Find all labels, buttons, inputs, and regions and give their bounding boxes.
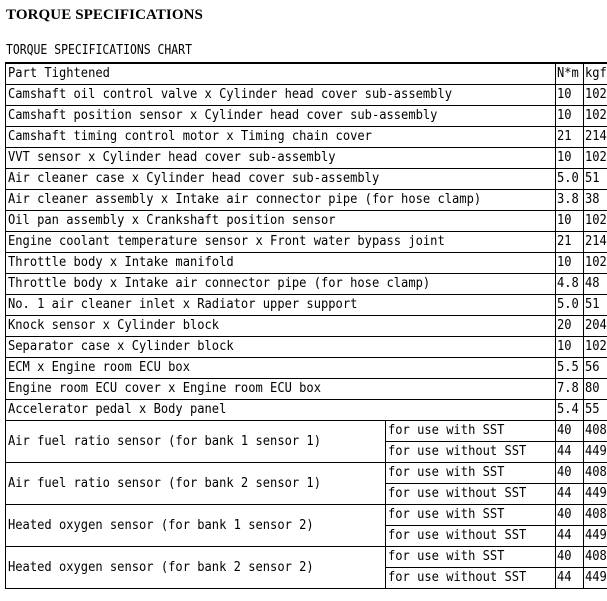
nm-cell: 4.8 [556, 274, 584, 295]
nm-cell: 10 [556, 106, 584, 127]
chart-title: TORQUE SPECIFICATIONS CHART [6, 43, 192, 58]
kgf-cell: 408 [584, 547, 607, 568]
kgf-cell: 214 [584, 232, 607, 253]
nm-cell: 7.8 [556, 379, 584, 400]
table-row [6, 505, 607, 526]
part-cell: Camshaft position sensor x Cylinder head cover sub-assembly [6, 106, 556, 127]
nm-cell: 5.0 [556, 295, 584, 316]
part-cell: Oil pan assembly x Crankshaft position sensor [6, 211, 556, 232]
kgf-cell: 55 [584, 400, 607, 421]
nm-cell: 10 [556, 211, 584, 232]
nm-cell: 3.8 [556, 190, 584, 211]
kgf-cell: 51 [584, 295, 607, 316]
part-cell: Throttle body x Intake air connector pipe (for hose clamp) [6, 274, 556, 295]
kgf-cell: 449 [584, 526, 607, 547]
part-cell: No. 1 air cleaner inlet x Radiator upper support [6, 295, 556, 316]
nm-cell: 44 [556, 568, 584, 589]
table-row [6, 358, 607, 379]
use-condition-cell: for use with SST [386, 463, 556, 484]
table-row [6, 169, 607, 190]
nm-cell: 5.0 [556, 169, 584, 190]
part-cell: Throttle body x Intake manifold [6, 253, 556, 274]
use-condition-cell: for use with SST [386, 547, 556, 568]
nm-cell: 21 [556, 127, 584, 148]
header-nm: N*m [556, 63, 584, 85]
table-row [6, 211, 607, 232]
kgf-cell: 449 [584, 484, 607, 505]
kgf-cell: 51 [584, 169, 607, 190]
kgf-cell: 449 [584, 442, 607, 463]
nm-cell: 40 [556, 463, 584, 484]
table-row [6, 274, 607, 295]
header-part-tightened: Part Tightened [6, 63, 556, 85]
table-row [6, 421, 607, 442]
table-row [6, 337, 607, 358]
kgf-cell: 102 [584, 211, 607, 232]
table-row [6, 127, 607, 148]
kgf-cell: 80 [584, 379, 607, 400]
table-row [6, 295, 607, 316]
kgf-cell: 48 [584, 274, 607, 295]
nm-cell: 20 [556, 316, 584, 337]
part-cell: Air cleaner case x Cylinder head cover sub-assembly [6, 169, 556, 190]
use-condition-cell: for use without SST [386, 526, 556, 547]
table-row [6, 85, 607, 106]
part-cell: VVT sensor x Cylinder head cover sub-assembly [6, 148, 556, 169]
kgf-cell: 204 [584, 316, 607, 337]
kgf-cell: 408 [584, 463, 607, 484]
table-row [6, 400, 607, 421]
nm-cell: 21 [556, 232, 584, 253]
kgf-cell: 449 [584, 568, 607, 589]
page-title: TORQUE SPECIFICATIONS [6, 7, 204, 23]
table-header-row [6, 63, 607, 85]
kgf-cell: 38 [584, 190, 607, 211]
nm-cell: 44 [556, 442, 584, 463]
part-cell: Camshaft timing control motor x Timing chain cover [6, 127, 556, 148]
torque-spec-table [5, 62, 607, 589]
nm-cell: 10 [556, 85, 584, 106]
use-condition-cell: for use without SST [386, 568, 556, 589]
table-row [6, 316, 607, 337]
use-condition-cell: for use with SST [386, 421, 556, 442]
nm-cell: 40 [556, 421, 584, 442]
nm-cell: 10 [556, 337, 584, 358]
sensor-part-cell: Heated oxygen sensor (for bank 1 sensor 2) [6, 505, 386, 547]
table-row [6, 190, 607, 211]
nm-cell: 40 [556, 505, 584, 526]
nm-cell: 44 [556, 526, 584, 547]
table-row [6, 106, 607, 127]
part-cell: ECM x Engine room ECU box [6, 358, 556, 379]
sensor-part-cell: Heated oxygen sensor (for bank 2 sensor 2) [6, 547, 386, 589]
part-cell: Air cleaner assembly x Intake air connector pipe (for hose clamp) [6, 190, 556, 211]
sensor-part-cell: Air fuel ratio sensor (for bank 2 sensor 1) [6, 463, 386, 505]
use-condition-cell: for use without SST [386, 484, 556, 505]
kgf-cell: 56 [584, 358, 607, 379]
part-cell: Accelerator pedal x Body panel [6, 400, 556, 421]
table-row [6, 232, 607, 253]
part-cell: Knock sensor x Cylinder block [6, 316, 556, 337]
table-row [6, 463, 607, 484]
kgf-cell: 214 [584, 127, 607, 148]
table-row [6, 547, 607, 568]
kgf-cell: 102 [584, 253, 607, 274]
table-row [6, 253, 607, 274]
kgf-cell: 102 [584, 148, 607, 169]
nm-cell: 10 [556, 148, 584, 169]
nm-cell: 5.5 [556, 358, 584, 379]
nm-cell: 44 [556, 484, 584, 505]
kgf-cell: 102 [584, 85, 607, 106]
part-cell: Camshaft oil control valve x Cylinder head cover sub-assembly [6, 85, 556, 106]
part-cell: Separator case x Cylinder block [6, 337, 556, 358]
part-cell: Engine room ECU cover x Engine room ECU box [6, 379, 556, 400]
nm-cell: 10 [556, 253, 584, 274]
sensor-part-cell: Air fuel ratio sensor (for bank 1 sensor 1) [6, 421, 386, 463]
use-condition-cell: for use with SST [386, 505, 556, 526]
kgf-cell: 102 [584, 106, 607, 127]
kgf-cell: 408 [584, 505, 607, 526]
nm-cell: 5.4 [556, 400, 584, 421]
table-row [6, 148, 607, 169]
kgf-cell: 102 [584, 337, 607, 358]
nm-cell: 40 [556, 547, 584, 568]
part-cell: Engine coolant temperature sensor x Front water bypass joint [6, 232, 556, 253]
header-kgf: kgf [584, 63, 607, 85]
use-condition-cell: for use without SST [386, 442, 556, 463]
table-row [6, 379, 607, 400]
kgf-cell: 408 [584, 421, 607, 442]
